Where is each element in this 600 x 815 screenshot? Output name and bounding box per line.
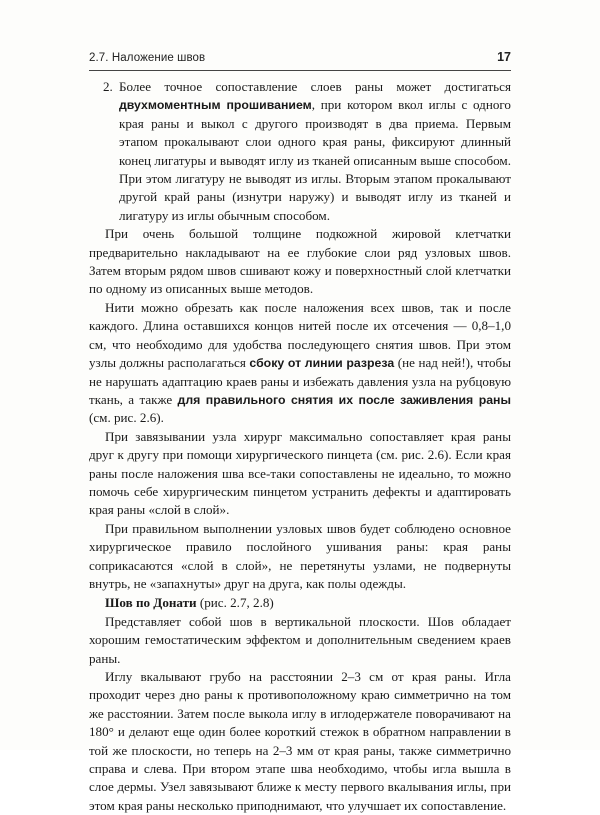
paragraph-needle: Иглу вкалывают грубо на расстоянии 2–3 см от края раны. Игла проходит через дно раны к противоположному краю симметрично на том же расстоянии. Затем после выкола иглу в иглодержателе поворачивают на 180° и делают еще один более короткий стежок в обратном направлении в той же плоскости, но теперь на 2–3 мм от края раны, также симметрично справа и слева. При втором этапе шва необходимо, чтобы игла вышла в слое дермы. Узел завязывают ближе к месту первого вкалывания иглы, при этом края раны несколько приподнимают, что улучшает их сопоставление. xyxy=(89,669,511,813)
paragraph-threads xyxy=(89,299,511,428)
list-item-number: 2. xyxy=(103,79,113,94)
threads-bold-1: сбоку от линии разреза xyxy=(249,356,395,371)
paragraph-knot: При завязывании узла хирург максимально сопоставляет края раны друг к другу при помощи хирургического пинцета (см. рис. 2.6). Если края раны после наложения шва все-таки сопоставлены не идеально, то можно помочь себе хирургическим пинцетом устранить дефекты и адаптировать края раны «слой в слой». xyxy=(89,428,511,518)
threads-bold-2: для правильного снятия их после заживления раны xyxy=(177,392,511,407)
donati-title: Шов по Донати xyxy=(105,595,197,611)
header-rule xyxy=(89,70,511,71)
item2-bold-term: двухмоментным прошиванием xyxy=(119,98,312,113)
threads-text-3: (см. рис. 2.6). xyxy=(89,410,164,426)
page-number: 17 xyxy=(497,50,511,64)
list-item-2 xyxy=(89,78,511,225)
item2-text-after: , при котором вкол иглы с одного края раны и выкол с другого производят в два приема. Первым этапом прокалывают слои одного края раны, фиксируют длинный конец лигатуры и выводят иглу из тканей описанным выше способом. При этом лигатуру не выводят из иглы. Вторым этапом прокалывают другой край раны (изнутри наружу) и выводят иглу из тканей и лигатуру из иглы обычным способом. xyxy=(119,97,511,223)
section-title: 2.7. Наложение швов xyxy=(89,52,206,64)
threads-text-1: Нити можно обрезать как после наложения всех швов, так и после каждого. Длина оставшихся концов нитей после их отсечения — 0,8–1,0 см, что необходимо для удобства последующего снятия швов. При этом узлы должны располагаться xyxy=(89,299,511,371)
item2-text-before: Более точное сопоставление слоев раны может достигаться xyxy=(119,79,511,94)
paragraph-donati: Представляет собой шов в вертикальной плоскости. Шов обладает хорошим гемостатическим эффектом и дополнительным сведением краев раны. xyxy=(89,613,511,666)
paragraph-rule: При правильном выполнении узловых швов будет соблюдено основное хирургическое правило послойного ушивания раны: края раны соприкасаются «слой в слой», не перетянуты узлами, не подвернуты внутрь, не «запахнуты» друг на друга, как полы одежды. xyxy=(89,520,511,591)
running-header xyxy=(89,50,511,72)
donati-heading xyxy=(89,594,511,612)
page-body xyxy=(89,78,511,815)
threads-text-2: (не над ней!), чтобы не нарушать адаптацию краев раны и избежать давления узла на рубцовую ткань, а также xyxy=(89,355,511,407)
donati-ref: (рис. 2.7, 2.8) xyxy=(196,595,274,611)
paragraph-fat-tissue: При очень большой толщине подкожной жировой клетчатки предварительно накладывают на ее глубокие слои ряд узловых швов. Затем вторым рядом швов сшивают кожу и поверхностный слой клетчатки по одному из описанных выше методов. xyxy=(89,226,511,297)
